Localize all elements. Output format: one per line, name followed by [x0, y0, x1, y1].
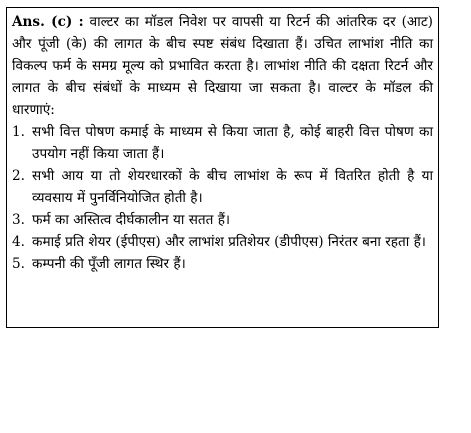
list-item-number: 2.: [12, 168, 25, 184]
answer-intro-text: वाल्टर का मॉडल निवेश पर वापसी या रिटर्न की आंतरिक दर (आट) और पूंजी (के) की लागत के बीच स्पष्ट संबंध दिखाता हैं। उचित लाभांश नीति का विकल्प फर्म के समग्र मूल्य को प्रभावित करता है। लाभांश नीति की दक्षता रिटर्न और लागत के बीच संबंधों के माध्यम से दिखाया जा सकता है। वाल्टर के मॉडल की धारणाएं:: [12, 14, 433, 118]
assumptions-list: [12, 121, 433, 275]
list-item-text: सभी आय या तो शेयरधारकों के बीच लाभांश के रूप में वितरित होती है या व्यवसाय में पुनर्विनियोजित होती है।: [32, 168, 433, 206]
list-item-number: 1.: [12, 124, 25, 140]
list-item-number: 3.: [12, 212, 25, 228]
answer-box: [6, 7, 439, 328]
list-item-text: कमाई प्रति शेयर (ईपीएस) और लाभांश प्रतिशेयर (डीपीएस) निरंतर बना रहता हैं।: [32, 234, 426, 250]
list-item: [12, 231, 433, 253]
list-item-text: सभी वित्त पोषण कमाई के माध्यम से किया जाता है, कोई बाहरी वित्त पोषण का उपयोग नहीं किया जाता हैं।: [32, 124, 433, 162]
list-item: [12, 253, 433, 275]
list-item: [12, 165, 433, 209]
list-item-number: 5.: [12, 256, 25, 272]
list-item: [12, 121, 433, 165]
list-item-number: 4.: [12, 234, 25, 250]
list-item-text: कम्पनी की पूँजी लागत स्थिर हैं।: [32, 256, 186, 272]
list-item: [12, 209, 433, 231]
answer-label: Ans. (c) :: [12, 14, 84, 30]
list-item-text: फर्म का अस्तित्व दीर्घकालीन या सतत हैं।: [32, 212, 231, 228]
answer-intro: [12, 11, 433, 121]
